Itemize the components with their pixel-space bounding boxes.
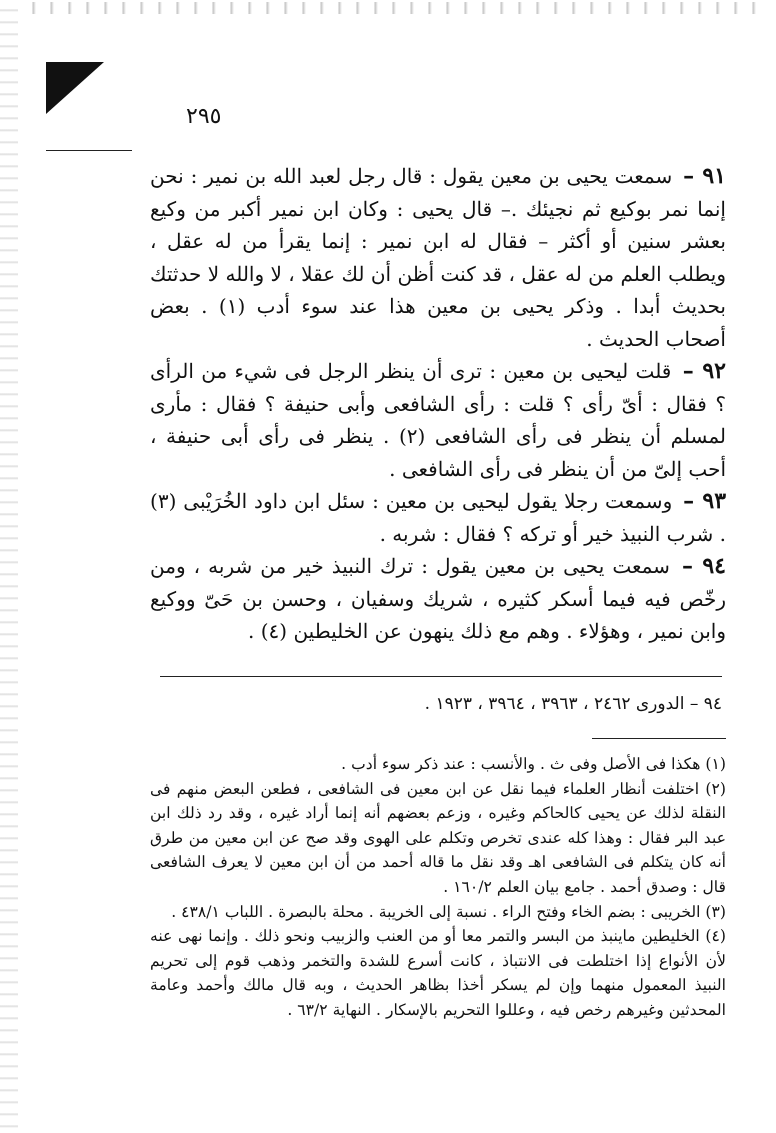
paragraph-91 [150,160,726,355]
scan-top-edge [18,2,758,14]
scan-left-edge [0,0,18,1133]
paragraph-text: سمعت يحيى بن معين يقول : قال رجل لعبد الله بن نمير : نحن إنما نمر بوكيع ثم نجيئك .– قال يحيى : وكان ابن نمير أكبر من وكيع بعشر سنين أو أكثر – فقال له ابن نمير : إنما يقرأ من له عقل ، ويطلب العلم من له عقل ، قد كنت أظن أن لك عقلا ، لا والله لا حدثتك بحديث أبدا . وذكر يحيى بن معين هذا عند سوء أدب (١) . بعض أصحاب الحديث . [150,164,726,351]
corner-mark [46,62,104,114]
paragraph-number: ٩١ – [683,163,726,189]
text-divider [160,676,722,677]
footnote-divider [592,738,726,739]
paragraph-text: سمعت يحيى بن معين يقول : ترك النبيذ خير من شربه ، ومن رخّص فيه فيما أسكر كثيره ، شريك وسفيان ، وحسن بن حَىّ ووكيع وابن نمير ، وهؤلاء . وهم مع ذلك ينهون عن الخليطين (٤) . [150,554,726,643]
footnotes [150,752,726,1023]
footnote-3: (٣) الخريبى : بضم الخاء وفتح الراء . نسبة إلى الخريبة . محلة بالبصرة . اللباب ٤٣٨/١ . [171,902,726,921]
paragraph-number: ٩٢ – [682,358,726,384]
footnote-1: (١) هكذا فى الأصل وفى ث . والأنسب : عند ذكر سوء أدب . [341,755,726,773]
header-rule [46,150,132,151]
paragraph-94 [150,550,726,648]
paragraph-text: قلت ليحيى بن معين : ترى أن ينظر الرجل فى شيء من الرأى ؟ فقال : أىّ رأى ؟ قلت : رأى الشافعى وأبى حنيفة ؟ فقال : مأرى لمسلم أن ينظر فى رأى الشافعى (٢) . ينظر فى رأى أبى حنيفة ، أحب إلىّ من أن ينظر فى رأى الشافعى . [150,359,727,481]
paragraph-93 [150,485,726,550]
paragraph-number: ٩٣ – [683,488,727,514]
footnote-4: (٤) الخليطين ماينبذ من البسر والتمر معا أو من العنب والزبيب ونحو ذلك . وإنما نهى عنه لأن الأنواع إذا اختلطت فى الانتباذ ، كانت أسرع للشدة والتخمر وذهب قوم إلى تحريم النبيذ المعمول منهما وإن لم يسكر أخذا بظاهر الحديث ، وبه قال مالك وأحمد وعامة المحدثين وغيرهم رخص فيه ، وعللوا التحريم بالإسكار . النهاية ٦٣/٢ . [150,927,726,1019]
paragraph-92 [150,355,726,485]
main-text [150,160,726,648]
page-number: ٢٩٥ [186,104,222,129]
paragraph-number: ٩٤ – [682,553,726,579]
footnote-2: (٢) اختلفت أنظار العلماء فيما نقل عن ابن معين فى الشافعى ، فطعن البعض منهم فى النقلة لذلك عن يحيى كالحاكم وغيره ، وزعم بعضهم أنه إنما أراد غيره ، وقد رد ذلك ابن عبد البر فقال : وهذا كله عندى تخرص وتكلم على الهوى وقد صح عن ابن معين من طرق أنه كان يتكلم فى الشافعى اهـ وقد نقل ما قاله أحمد من أن ابن معين لا يعرف الشافعى قال : وصدق أحمد . جامع بيان العلم ١٦٠/٢ . [150,779,726,896]
reference-line: ٩٤ – الدورى ٢٤٦٢ ، ٣٩٦٣ ، ٣٩٦٤ ، ١٩٢٣ . [424,694,722,714]
paragraph-text: وسمعت رجلا يقول ليحيى بن معين : سئل ابن داود الخُرَيْبى (٣) . شرب النبيذ خير أو تركه ؟ فقال : شربه . [150,489,726,546]
